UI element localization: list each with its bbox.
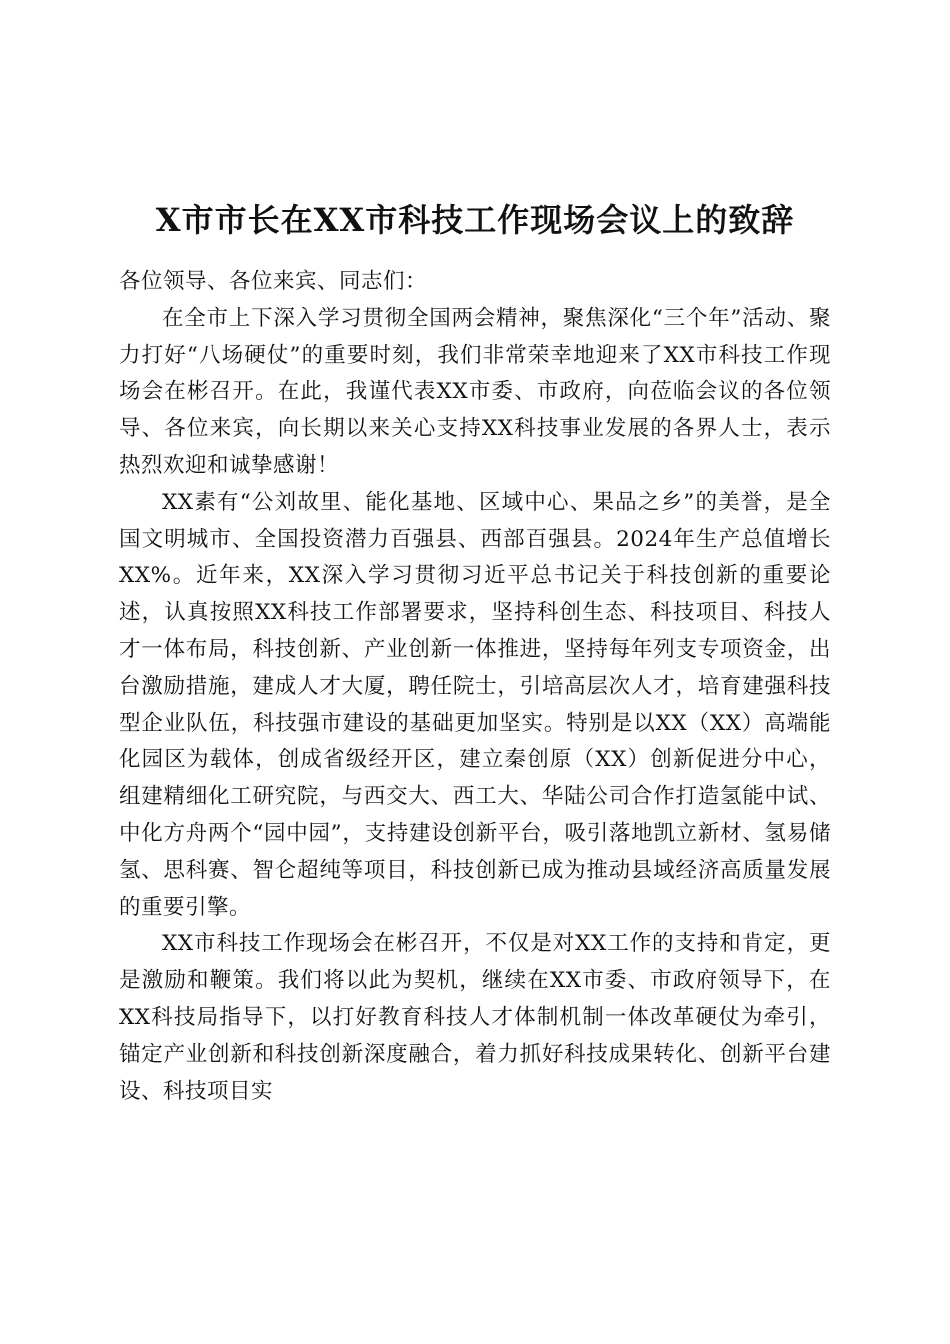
document-title: X市市长在XX市科技工作现场会议上的致辞 [155,201,795,239]
paragraph-welcome: 在全市上下深入学习贯彻全国两会精神，聚焦深化“三个年”活动、聚力打好“八场硬仗”的重要时刻，我们非常荣幸地迎来了XX市科技工作现场会在彬召开。在此，我谨代表XX市委、市政府，向莅临会议的各位领导、各位来宾，向长期以来关心支持XX科技事业发展的各界人士，表示热烈欢迎和诚挚感谢！ [119,305,831,478]
document-body [119,264,831,1110]
greeting-line: 各位领导、各位来宾、同志们： [119,269,428,294]
paragraph-commitment: XX市科技工作现场会在彬召开，不仅是对XX工作的支持和肯定，更是激励和鞭策。我们将以此为契机，继续在XX市委、市政府领导下，在XX科技局指导下，以打好教育科技人才体制机制一体改革硬仗为牵引，锚定产业创新和科技创新深度融合，着力抓好科技成果转化、创新平台建设、科技项目实 [119,931,831,1104]
paragraph-achievements: XX素有“公刘故里、能化基地、区域中心、果品之乡”的美誉，是全国文明城市、全国投资潜力百强县、西部百强县。2024年生产总值增长XX%。近年来，XX深入学习贯彻习近平总书记关于科技创新的重要论述，认真按照XX科技工作部署要求，坚持科创生态、科技项目、科技人才一体布局，科技创新、产业创新一体推进，坚持每年列支专项资金，出台激励措施，建成人才大厦，聘任院士，引培高层次人才，培育建强科技型企业队伍，科技强市建设的基础更加坚实。特别是以XX（XX）高端能化园区为载体，创成省级经开区，建立秦创原（XX）创新促进分中心，组建精细化工研究院，与西交大、西工大、华陆公司合作打造氢能中试、中化方舟两个“园中园”，支持建设创新平台，吸引落地凯立新材、氢易储氢、思科赛、智仑超纯等项目，科技创新已成为推动县域经济高质量发展的重要引擎。 [119,489,831,920]
